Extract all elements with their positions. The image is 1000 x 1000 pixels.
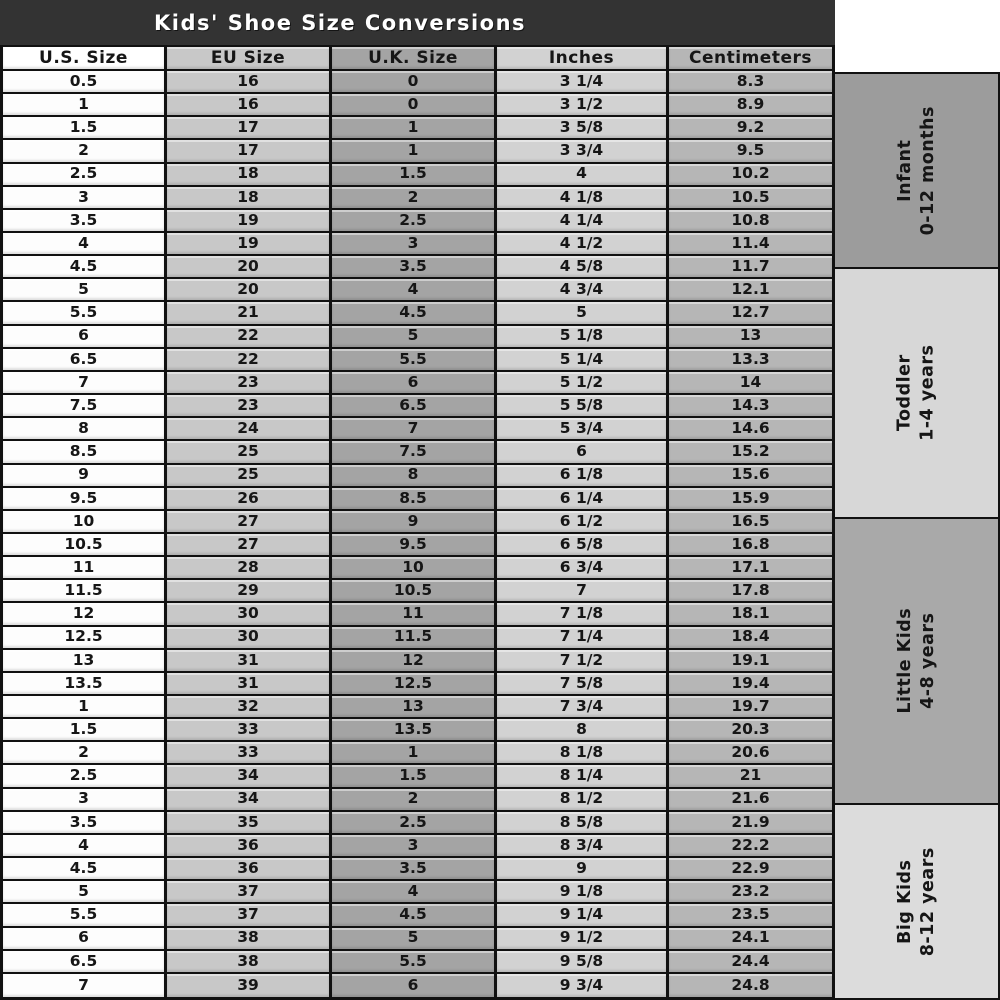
- table-body: [3, 71, 832, 997]
- table-row: [3, 233, 832, 256]
- table-cell: 3.5: [3, 210, 167, 231]
- table-cell: 7: [332, 418, 497, 439]
- table-cell: 4: [3, 233, 167, 254]
- table-row: [3, 719, 832, 742]
- table-cell: 19.7: [669, 696, 832, 717]
- table-cell: 13.5: [332, 719, 497, 740]
- table-cell: 22.9: [669, 858, 832, 879]
- table-cell: 5: [332, 326, 497, 347]
- table-cell: 13: [332, 696, 497, 717]
- age-group-infant: [835, 74, 998, 269]
- table-cell: 31: [167, 673, 332, 694]
- table-row: [3, 789, 832, 812]
- table-cell: 7 1/8: [497, 603, 669, 624]
- table-cell: 12.5: [332, 673, 497, 694]
- table-cell: 4.5: [3, 256, 167, 277]
- table-cell: 24.4: [669, 951, 832, 972]
- table-row: [3, 71, 832, 94]
- table-cell: 2.5: [3, 164, 167, 185]
- table-cell: 2: [3, 140, 167, 161]
- table-cell: 12: [332, 650, 497, 671]
- table-row: [3, 904, 832, 927]
- table-cell: 18: [167, 187, 332, 208]
- table-cell: 23: [167, 372, 332, 393]
- table-cell: 17.8: [669, 580, 832, 601]
- table-cell: 25: [167, 465, 332, 486]
- table-cell: 7.5: [332, 441, 497, 462]
- table-cell: 5: [3, 279, 167, 300]
- table-cell: 4 1/8: [497, 187, 669, 208]
- table-cell: 5.5: [332, 951, 497, 972]
- table-cell: 3 5/8: [497, 117, 669, 138]
- table-cell: 5: [332, 928, 497, 949]
- table-row: [3, 765, 832, 788]
- table-cell: 1.5: [3, 117, 167, 138]
- table-cell: 19.4: [669, 673, 832, 694]
- table-row: [3, 395, 832, 418]
- sidebar-top-spacer: [835, 0, 1000, 72]
- column-header: Centimeters: [669, 47, 832, 69]
- table-cell: 9 5/8: [497, 951, 669, 972]
- table-cell: 0.5: [3, 71, 167, 92]
- table-row: [3, 256, 832, 279]
- table-cell: 5 1/8: [497, 326, 669, 347]
- table-cell: 6.5: [3, 951, 167, 972]
- table-cell: 33: [167, 719, 332, 740]
- table-cell: 7 1/2: [497, 650, 669, 671]
- title-bar: [0, 0, 835, 45]
- table-cell: 8 1/2: [497, 789, 669, 810]
- table-cell: 4: [3, 835, 167, 856]
- table-cell: 1: [3, 94, 167, 115]
- table-cell: 7: [3, 974, 167, 997]
- table-row: [3, 580, 832, 603]
- table-cell: 8.3: [669, 71, 832, 92]
- table-cell: 0: [332, 94, 497, 115]
- table-cell: 27: [167, 511, 332, 532]
- table-cell: 5.5: [3, 904, 167, 925]
- table-cell: 37: [167, 881, 332, 902]
- table-cell: 19: [167, 210, 332, 231]
- table-row: [3, 441, 832, 464]
- table-cell: 3.5: [3, 812, 167, 833]
- table-row: [3, 140, 832, 163]
- conversion-table: [0, 45, 835, 1000]
- table-cell: 9: [332, 511, 497, 532]
- age-group-label: Big Kids 8-12 years: [894, 847, 938, 957]
- table-cell: 8.5: [332, 488, 497, 509]
- table-row: [3, 742, 832, 765]
- table-cell: 38: [167, 951, 332, 972]
- table-cell: 1: [332, 140, 497, 161]
- table-row: [3, 858, 832, 881]
- table-cell: 5 1/4: [497, 349, 669, 370]
- table-row: [3, 557, 832, 580]
- table-cell: 7.5: [3, 395, 167, 416]
- table-cell: 9.5: [669, 140, 832, 161]
- table-cell: 17.1: [669, 557, 832, 578]
- table-cell: 28: [167, 557, 332, 578]
- table-cell: 20: [167, 256, 332, 277]
- table-row: [3, 627, 832, 650]
- table-cell: 9.5: [3, 488, 167, 509]
- table-cell: 16.8: [669, 534, 832, 555]
- table-cell: 9.2: [669, 117, 832, 138]
- table-cell: 8: [332, 465, 497, 486]
- table-cell: 16: [167, 94, 332, 115]
- table-cell: 13: [669, 326, 832, 347]
- table-cell: 21: [669, 765, 832, 786]
- table-cell: 4 1/4: [497, 210, 669, 231]
- table-cell: 7 1/4: [497, 627, 669, 648]
- table-row: [3, 94, 832, 117]
- table-cell: 25: [167, 441, 332, 462]
- table-cell: 1.5: [3, 719, 167, 740]
- table-cell: 11.7: [669, 256, 832, 277]
- table-cell: 3.5: [332, 858, 497, 879]
- column-header: U.S. Size: [3, 47, 167, 69]
- column-header: U.K. Size: [332, 47, 497, 69]
- table-cell: 4.5: [332, 904, 497, 925]
- table-row: [3, 511, 832, 534]
- table-cell: 5: [3, 881, 167, 902]
- table-cell: 8 1/4: [497, 765, 669, 786]
- table-cell: 7: [497, 580, 669, 601]
- table-cell: 6.5: [3, 349, 167, 370]
- table-row: [3, 372, 832, 395]
- table-cell: 6: [497, 441, 669, 462]
- table-cell: 4.5: [3, 858, 167, 879]
- table-cell: 5 3/4: [497, 418, 669, 439]
- table-cell: 4 1/2: [497, 233, 669, 254]
- table-cell: 15.2: [669, 441, 832, 462]
- table-cell: 0: [332, 71, 497, 92]
- table-cell: 3: [332, 233, 497, 254]
- table-cell: 9 3/4: [497, 974, 669, 997]
- table-cell: 15.6: [669, 465, 832, 486]
- table-cell: 2: [3, 742, 167, 763]
- table-cell: 9: [497, 858, 669, 879]
- age-group-label: Toddler 1-4 years: [894, 344, 938, 441]
- table-cell: 15.9: [669, 488, 832, 509]
- table-cell: 7 5/8: [497, 673, 669, 694]
- table-row: [3, 349, 832, 372]
- table-cell: 39: [167, 974, 332, 997]
- table-cell: 18: [167, 164, 332, 185]
- table-cell: 37: [167, 904, 332, 925]
- table-row: [3, 210, 832, 233]
- table-cell: 4 5/8: [497, 256, 669, 277]
- table-cell: 10: [332, 557, 497, 578]
- table-cell: 21.9: [669, 812, 832, 833]
- table-row: [3, 603, 832, 626]
- age-group-toddler: [835, 269, 998, 519]
- table-cell: 6.5: [332, 395, 497, 416]
- table-cell: 12.5: [3, 627, 167, 648]
- table-row: [3, 650, 832, 673]
- table-cell: 1: [332, 117, 497, 138]
- table-row: [3, 279, 832, 302]
- table-cell: 3: [3, 187, 167, 208]
- table-cell: 8.5: [3, 441, 167, 462]
- table-cell: 35: [167, 812, 332, 833]
- table-cell: 38: [167, 928, 332, 949]
- table-cell: 3 1/2: [497, 94, 669, 115]
- table-cell: 29: [167, 580, 332, 601]
- table-cell: 5.5: [3, 302, 167, 323]
- table-cell: 33: [167, 742, 332, 763]
- table-cell: 13.5: [3, 673, 167, 694]
- table-cell: 9 1/4: [497, 904, 669, 925]
- table-cell: 10.5: [332, 580, 497, 601]
- table-cell: 6: [332, 974, 497, 997]
- table-cell: 8.9: [669, 94, 832, 115]
- table-cell: 10.5: [669, 187, 832, 208]
- table-row: [3, 164, 832, 187]
- table-cell: 4: [497, 164, 669, 185]
- table-cell: 18.4: [669, 627, 832, 648]
- table-row: [3, 326, 832, 349]
- table-cell: 10: [3, 511, 167, 532]
- table-row: [3, 812, 832, 835]
- age-group-list: [835, 72, 1000, 1000]
- table-cell: 23: [167, 395, 332, 416]
- table-cell: 7 3/4: [497, 696, 669, 717]
- table-cell: 8 1/8: [497, 742, 669, 763]
- table-cell: 20.6: [669, 742, 832, 763]
- table-cell: 1.5: [332, 164, 497, 185]
- table-cell: 5 1/2: [497, 372, 669, 393]
- table-row: [3, 187, 832, 210]
- table-cell: 30: [167, 603, 332, 624]
- table-cell: 6: [3, 326, 167, 347]
- table-cell: 4.5: [332, 302, 497, 323]
- table-cell: 32: [167, 696, 332, 717]
- table-cell: 19.1: [669, 650, 832, 671]
- table-cell: 36: [167, 835, 332, 856]
- table-cell: 3: [332, 835, 497, 856]
- table-cell: 11: [3, 557, 167, 578]
- table-cell: 6: [3, 928, 167, 949]
- table-cell: 11.5: [3, 580, 167, 601]
- age-group-label: Infant 0-12 months: [894, 105, 938, 236]
- table-cell: 16: [167, 71, 332, 92]
- table-cell: 4 3/4: [497, 279, 669, 300]
- table-cell: 5: [497, 302, 669, 323]
- table-cell: 23.5: [669, 904, 832, 925]
- age-group-sidebar: [835, 0, 1000, 1000]
- table-cell: 14: [669, 372, 832, 393]
- table-cell: 17: [167, 140, 332, 161]
- table-cell: 24: [167, 418, 332, 439]
- table-cell: 19: [167, 233, 332, 254]
- table-cell: 8: [497, 719, 669, 740]
- table-row: [3, 534, 832, 557]
- table-cell: 9.5: [332, 534, 497, 555]
- table-cell: 6 1/4: [497, 488, 669, 509]
- table-cell: 23.2: [669, 881, 832, 902]
- age-group-label: Little Kids 4-8 years: [894, 608, 938, 714]
- table-cell: 13.3: [669, 349, 832, 370]
- table-cell: 6 5/8: [497, 534, 669, 555]
- table-row: [3, 696, 832, 719]
- table-cell: 22: [167, 349, 332, 370]
- table-cell: 1: [3, 696, 167, 717]
- table-cell: 22.2: [669, 835, 832, 856]
- table-cell: 24.8: [669, 974, 832, 997]
- table-cell: 36: [167, 858, 332, 879]
- table-cell: 26: [167, 488, 332, 509]
- page-title: Kids' Shoe Size Conversions: [153, 10, 527, 35]
- table-cell: 8: [3, 418, 167, 439]
- table-cell: 34: [167, 765, 332, 786]
- table-cell: 16.5: [669, 511, 832, 532]
- table-cell: 20: [167, 279, 332, 300]
- table-cell: 27: [167, 534, 332, 555]
- table-cell: 6 3/4: [497, 557, 669, 578]
- table-cell: 13: [3, 650, 167, 671]
- table-row: [3, 974, 832, 997]
- table-row: [3, 835, 832, 858]
- table-cell: 6 1/8: [497, 465, 669, 486]
- table-cell: 5 5/8: [497, 395, 669, 416]
- table-cell: 12.1: [669, 279, 832, 300]
- table-row: [3, 673, 832, 696]
- table-cell: 22: [167, 326, 332, 347]
- column-header: Inches: [497, 47, 669, 69]
- table-row: [3, 488, 832, 511]
- table-row: [3, 302, 832, 325]
- table-cell: 10.5: [3, 534, 167, 555]
- column-header: EU Size: [167, 47, 332, 69]
- table-cell: 17: [167, 117, 332, 138]
- table-cell: 11.4: [669, 233, 832, 254]
- table-cell: 3 1/4: [497, 71, 669, 92]
- table-cell: 9: [3, 465, 167, 486]
- table-cell: 8 3/4: [497, 835, 669, 856]
- table-cell: 2: [332, 187, 497, 208]
- table-cell: 10.2: [669, 164, 832, 185]
- table-cell: 14.3: [669, 395, 832, 416]
- table-cell: 11.5: [332, 627, 497, 648]
- table-cell: 1: [332, 742, 497, 763]
- table-row: [3, 951, 832, 974]
- table-cell: 5.5: [332, 349, 497, 370]
- table-row: [3, 418, 832, 441]
- table-cell: 1.5: [332, 765, 497, 786]
- table-cell: 6: [332, 372, 497, 393]
- table-cell: 18.1: [669, 603, 832, 624]
- table-cell: 24.1: [669, 928, 832, 949]
- age-group-little-kids: [835, 519, 998, 806]
- table-cell: 10.8: [669, 210, 832, 231]
- table-cell: 21.6: [669, 789, 832, 810]
- table-cell: 4: [332, 279, 497, 300]
- table-cell: 3.5: [332, 256, 497, 277]
- age-group-big-kids: [835, 805, 998, 998]
- table-cell: 21: [167, 302, 332, 323]
- table-cell: 2.5: [332, 210, 497, 231]
- table-row: [3, 465, 832, 488]
- table-cell: 12: [3, 603, 167, 624]
- table-cell: 4: [332, 881, 497, 902]
- table-row: [3, 928, 832, 951]
- table-cell: 3: [3, 789, 167, 810]
- table-cell: 2: [332, 789, 497, 810]
- table-cell: 14.6: [669, 418, 832, 439]
- table-cell: 11: [332, 603, 497, 624]
- table-cell: 31: [167, 650, 332, 671]
- table-cell: 34: [167, 789, 332, 810]
- table-cell: 7: [3, 372, 167, 393]
- table-cell: 3 3/4: [497, 140, 669, 161]
- table-cell: 9 1/2: [497, 928, 669, 949]
- table-header-row: [3, 45, 832, 71]
- table-row: [3, 117, 832, 140]
- table-cell: 12.7: [669, 302, 832, 323]
- table-cell: 8 5/8: [497, 812, 669, 833]
- table-cell: 2.5: [3, 765, 167, 786]
- table-cell: 20.3: [669, 719, 832, 740]
- table-cell: 2.5: [332, 812, 497, 833]
- table-cell: 30: [167, 627, 332, 648]
- table-cell: 9 1/8: [497, 881, 669, 902]
- table-cell: 6 1/2: [497, 511, 669, 532]
- table-row: [3, 881, 832, 904]
